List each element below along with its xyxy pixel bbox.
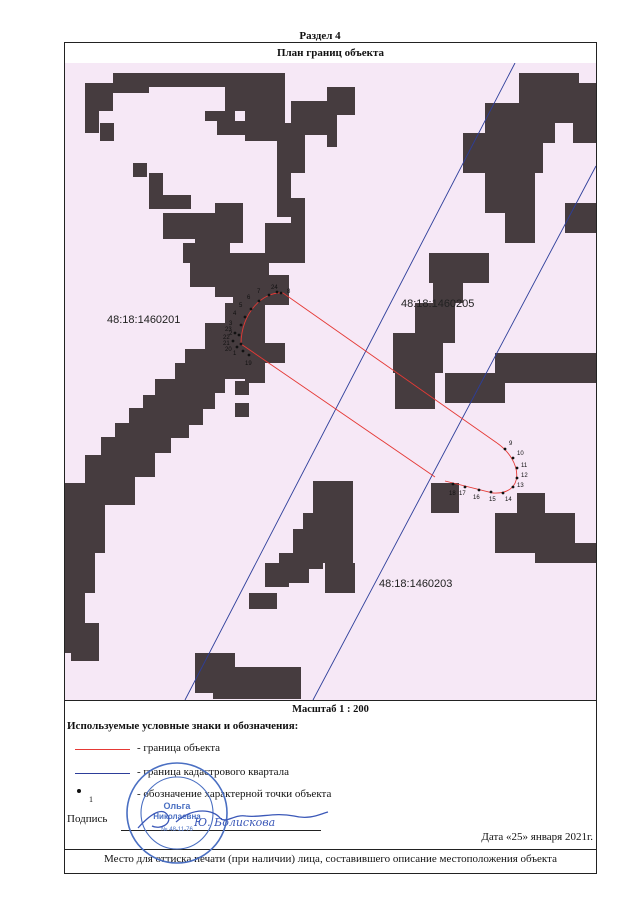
- block: [327, 87, 355, 115]
- legend-object-boundary-text: - граница объекта: [137, 742, 221, 754]
- point-label: 10: [517, 451, 524, 457]
- plan-frame: [64, 42, 597, 874]
- block: [255, 343, 285, 363]
- characteristic-point: [276, 291, 279, 294]
- block: [235, 381, 249, 395]
- block: [485, 173, 535, 213]
- point-label: 21: [223, 341, 230, 347]
- point-label: 1: [233, 351, 237, 357]
- characteristic-point: [516, 467, 519, 470]
- block: [265, 563, 289, 587]
- legend-title: Используемые условные знаки и обозначения:: [67, 720, 299, 732]
- characteristic-point: [242, 350, 245, 353]
- point-label: 13: [517, 483, 524, 489]
- characteristic-point: [232, 340, 235, 343]
- block: [265, 223, 305, 263]
- point-label: 8: [287, 289, 291, 295]
- block: [327, 133, 337, 147]
- legend-blue-line: [75, 773, 130, 774]
- point-label: 12: [521, 473, 528, 479]
- block: [225, 73, 285, 111]
- handwritten-signature: [134, 802, 334, 838]
- block: [149, 73, 229, 87]
- scale-label: Масштаб 1 : 200: [292, 704, 369, 715]
- block: [233, 275, 289, 305]
- block: [573, 83, 596, 143]
- point-label: 2: [229, 331, 233, 337]
- block: [277, 163, 291, 217]
- block: [113, 73, 149, 93]
- point-label: 14: [505, 497, 512, 503]
- plan-title: План границ объекта: [65, 43, 596, 64]
- point-label: 6: [247, 295, 251, 301]
- block: [535, 543, 596, 563]
- parcel-label: 48:18:1460205: [401, 298, 475, 310]
- characteristic-point: [234, 332, 237, 335]
- block: [149, 173, 163, 195]
- characteristic-point: [244, 316, 247, 319]
- legend-point-number: 1: [89, 795, 93, 804]
- characteristic-point: [504, 448, 507, 451]
- point-label: 23: [225, 327, 232, 333]
- date-label: Дата «25» января 2021г.: [481, 831, 593, 843]
- signature-name: Ю. Болискова: [194, 816, 276, 829]
- block: [325, 563, 355, 593]
- characteristic-point: [490, 491, 493, 494]
- block: [65, 553, 95, 593]
- block: [149, 195, 191, 209]
- point-label: 9: [509, 441, 513, 447]
- block: [195, 653, 235, 693]
- characteristic-point: [452, 483, 455, 486]
- characteristic-point: [280, 292, 283, 295]
- block: [71, 623, 99, 661]
- block: [291, 198, 305, 228]
- point-label: 20: [225, 347, 232, 353]
- block: [100, 123, 114, 141]
- parcel-label: 48:18:1460203: [379, 578, 453, 590]
- point-label: 18: [449, 491, 456, 497]
- point-label: 19: [245, 361, 252, 367]
- characteristic-point: [516, 477, 519, 480]
- characteristic-point: [250, 308, 253, 311]
- characteristic-point: [248, 354, 251, 357]
- block: [217, 121, 247, 135]
- point-label: 4: [233, 311, 237, 317]
- block: [535, 353, 596, 383]
- characteristic-point: [238, 334, 241, 337]
- point-label: 11: [521, 463, 528, 469]
- legend-quarter-boundary-text: - граница кадастрового квартала: [137, 766, 289, 778]
- characteristic-point: [502, 492, 505, 495]
- boundary-map: [65, 63, 596, 700]
- block: [133, 163, 147, 177]
- characteristic-point: [258, 300, 261, 303]
- characteristic-point: [512, 457, 515, 460]
- block: [205, 111, 235, 121]
- characteristic-point: [478, 489, 481, 492]
- block: [65, 483, 105, 553]
- block: [195, 229, 215, 243]
- block: [85, 83, 113, 111]
- block: [235, 403, 249, 417]
- stamp-name1: Ольга: [163, 801, 191, 811]
- characteristic-point: [268, 294, 271, 297]
- block: [565, 203, 596, 233]
- stamp-place-label: Место для оттиска печати (при наличии) лица, составившего описание местоположения объекта: [65, 849, 596, 865]
- point-label: 15: [489, 497, 496, 503]
- characteristic-point: [512, 486, 515, 489]
- characteristic-point: [240, 324, 243, 327]
- block: [85, 111, 99, 133]
- point-label: 7: [257, 289, 261, 295]
- signature-label: Подпись: [67, 813, 108, 825]
- stamp-name2: Николаевна: [153, 812, 201, 821]
- point-label: 5: [239, 303, 243, 309]
- point-label: 22: [223, 335, 230, 341]
- map-area: [65, 63, 596, 701]
- point-label: 16: [473, 495, 480, 501]
- stamp-number: № 48-11-76: [161, 827, 193, 833]
- characteristic-point: [464, 486, 467, 489]
- block: [463, 133, 543, 173]
- legend-red-line: [75, 749, 130, 750]
- block: [215, 203, 243, 243]
- legend-point-text: - обозначение характерной точки объекта: [137, 788, 332, 800]
- point-label: 3: [229, 321, 233, 327]
- section-title: Раздел 4: [299, 30, 341, 42]
- point-marker-icon: [77, 789, 81, 793]
- block: [505, 213, 535, 243]
- point-label: 24: [271, 285, 278, 291]
- block: [249, 593, 277, 609]
- block: [431, 483, 459, 513]
- characteristic-point: [240, 343, 243, 346]
- characteristic-point: [236, 346, 239, 349]
- parcel-label: 48:18:1460201: [107, 314, 181, 326]
- point-label: 17: [459, 491, 466, 497]
